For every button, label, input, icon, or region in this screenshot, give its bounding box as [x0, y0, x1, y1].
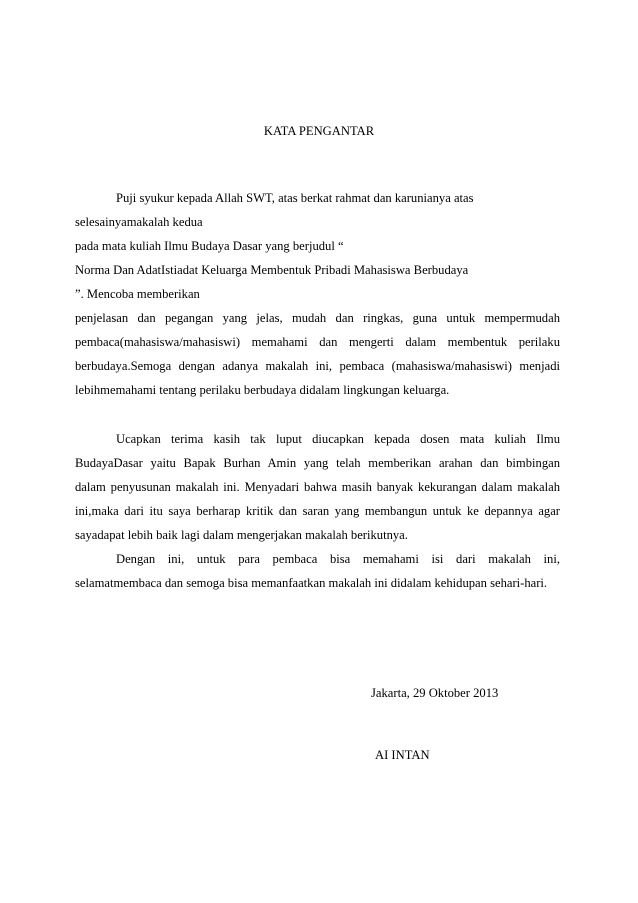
paragraph-2-line-5: sayadapat lebih baik lagi dalam mengerjakan makalah berikutnya. [75, 528, 408, 542]
paragraph-1-line-8: berbudaya.Semoga dengan adanya makalah ini, pembaca (mahasiswa/mahasiswi) menjadi [75, 359, 560, 373]
paragraph-2-line-3: dalam penyusunan makalah ini. Menyadari bahwa masih banyak kekurangan dalam makalah [75, 480, 560, 494]
paragraph-1-line-3: pada mata kuliah Ilmu Budaya Dasar yang berjudul “ [75, 239, 344, 253]
paragraph-1-line-6: penjelasan dan pegangan yang jelas, mudah dan ringkas, guna untuk mempermudah [75, 311, 560, 325]
paragraph-2-line-2: BudayaDasar yaitu Bapak Burhan Amin yang telah memberikan arahan dan bimbingan [75, 456, 560, 470]
paragraph-1-line-9: lebihmemahami tentang perilaku berbudaya didalam lingkungan keluarga. [75, 383, 450, 397]
author-name: AI INTAN [375, 748, 430, 762]
paragraph-1-line-5: ”. Mencoba memberikan [75, 287, 200, 301]
paragraph-1-line-4: Norma Dan AdatIstiadat Keluarga Membentuk Pribadi Mahasiswa Berbudaya [75, 263, 469, 277]
paragraph-2-line-4: ini,maka dari itu saya berharap kritik dan saran yang membangun untuk ke depannya agar [75, 504, 560, 518]
paragraph-2-line-1: Ucapkan terima kasih tak luput diucapkan kepada dosen mata kuliah Ilmu [116, 432, 560, 446]
paragraph-1-line-7: pembaca(mahasiswa/mahasiswi) memahami dan mengerti dalam membentuk perilaku [75, 335, 560, 349]
paragraph-1-line-1: Puji syukur kepada Allah SWT, atas berkat rahmat dan karunianya atas [116, 191, 474, 205]
paragraph-3-line-1: Dengan ini, untuk para pembaca bisa memahami isi dari makalah ini, [116, 552, 560, 566]
paragraph-3-line-2: selamatmembaca dan semoga bisa memanfaatkan makalah ini didalam kehidupan sehari-hari. [75, 576, 548, 590]
paragraph-1-line-2: selesainyamakalah kedua [75, 215, 203, 229]
place-date: Jakarta, 29 Oktober 2013 [371, 686, 499, 700]
document-title: KATA PENGANTAR [263, 124, 375, 138]
